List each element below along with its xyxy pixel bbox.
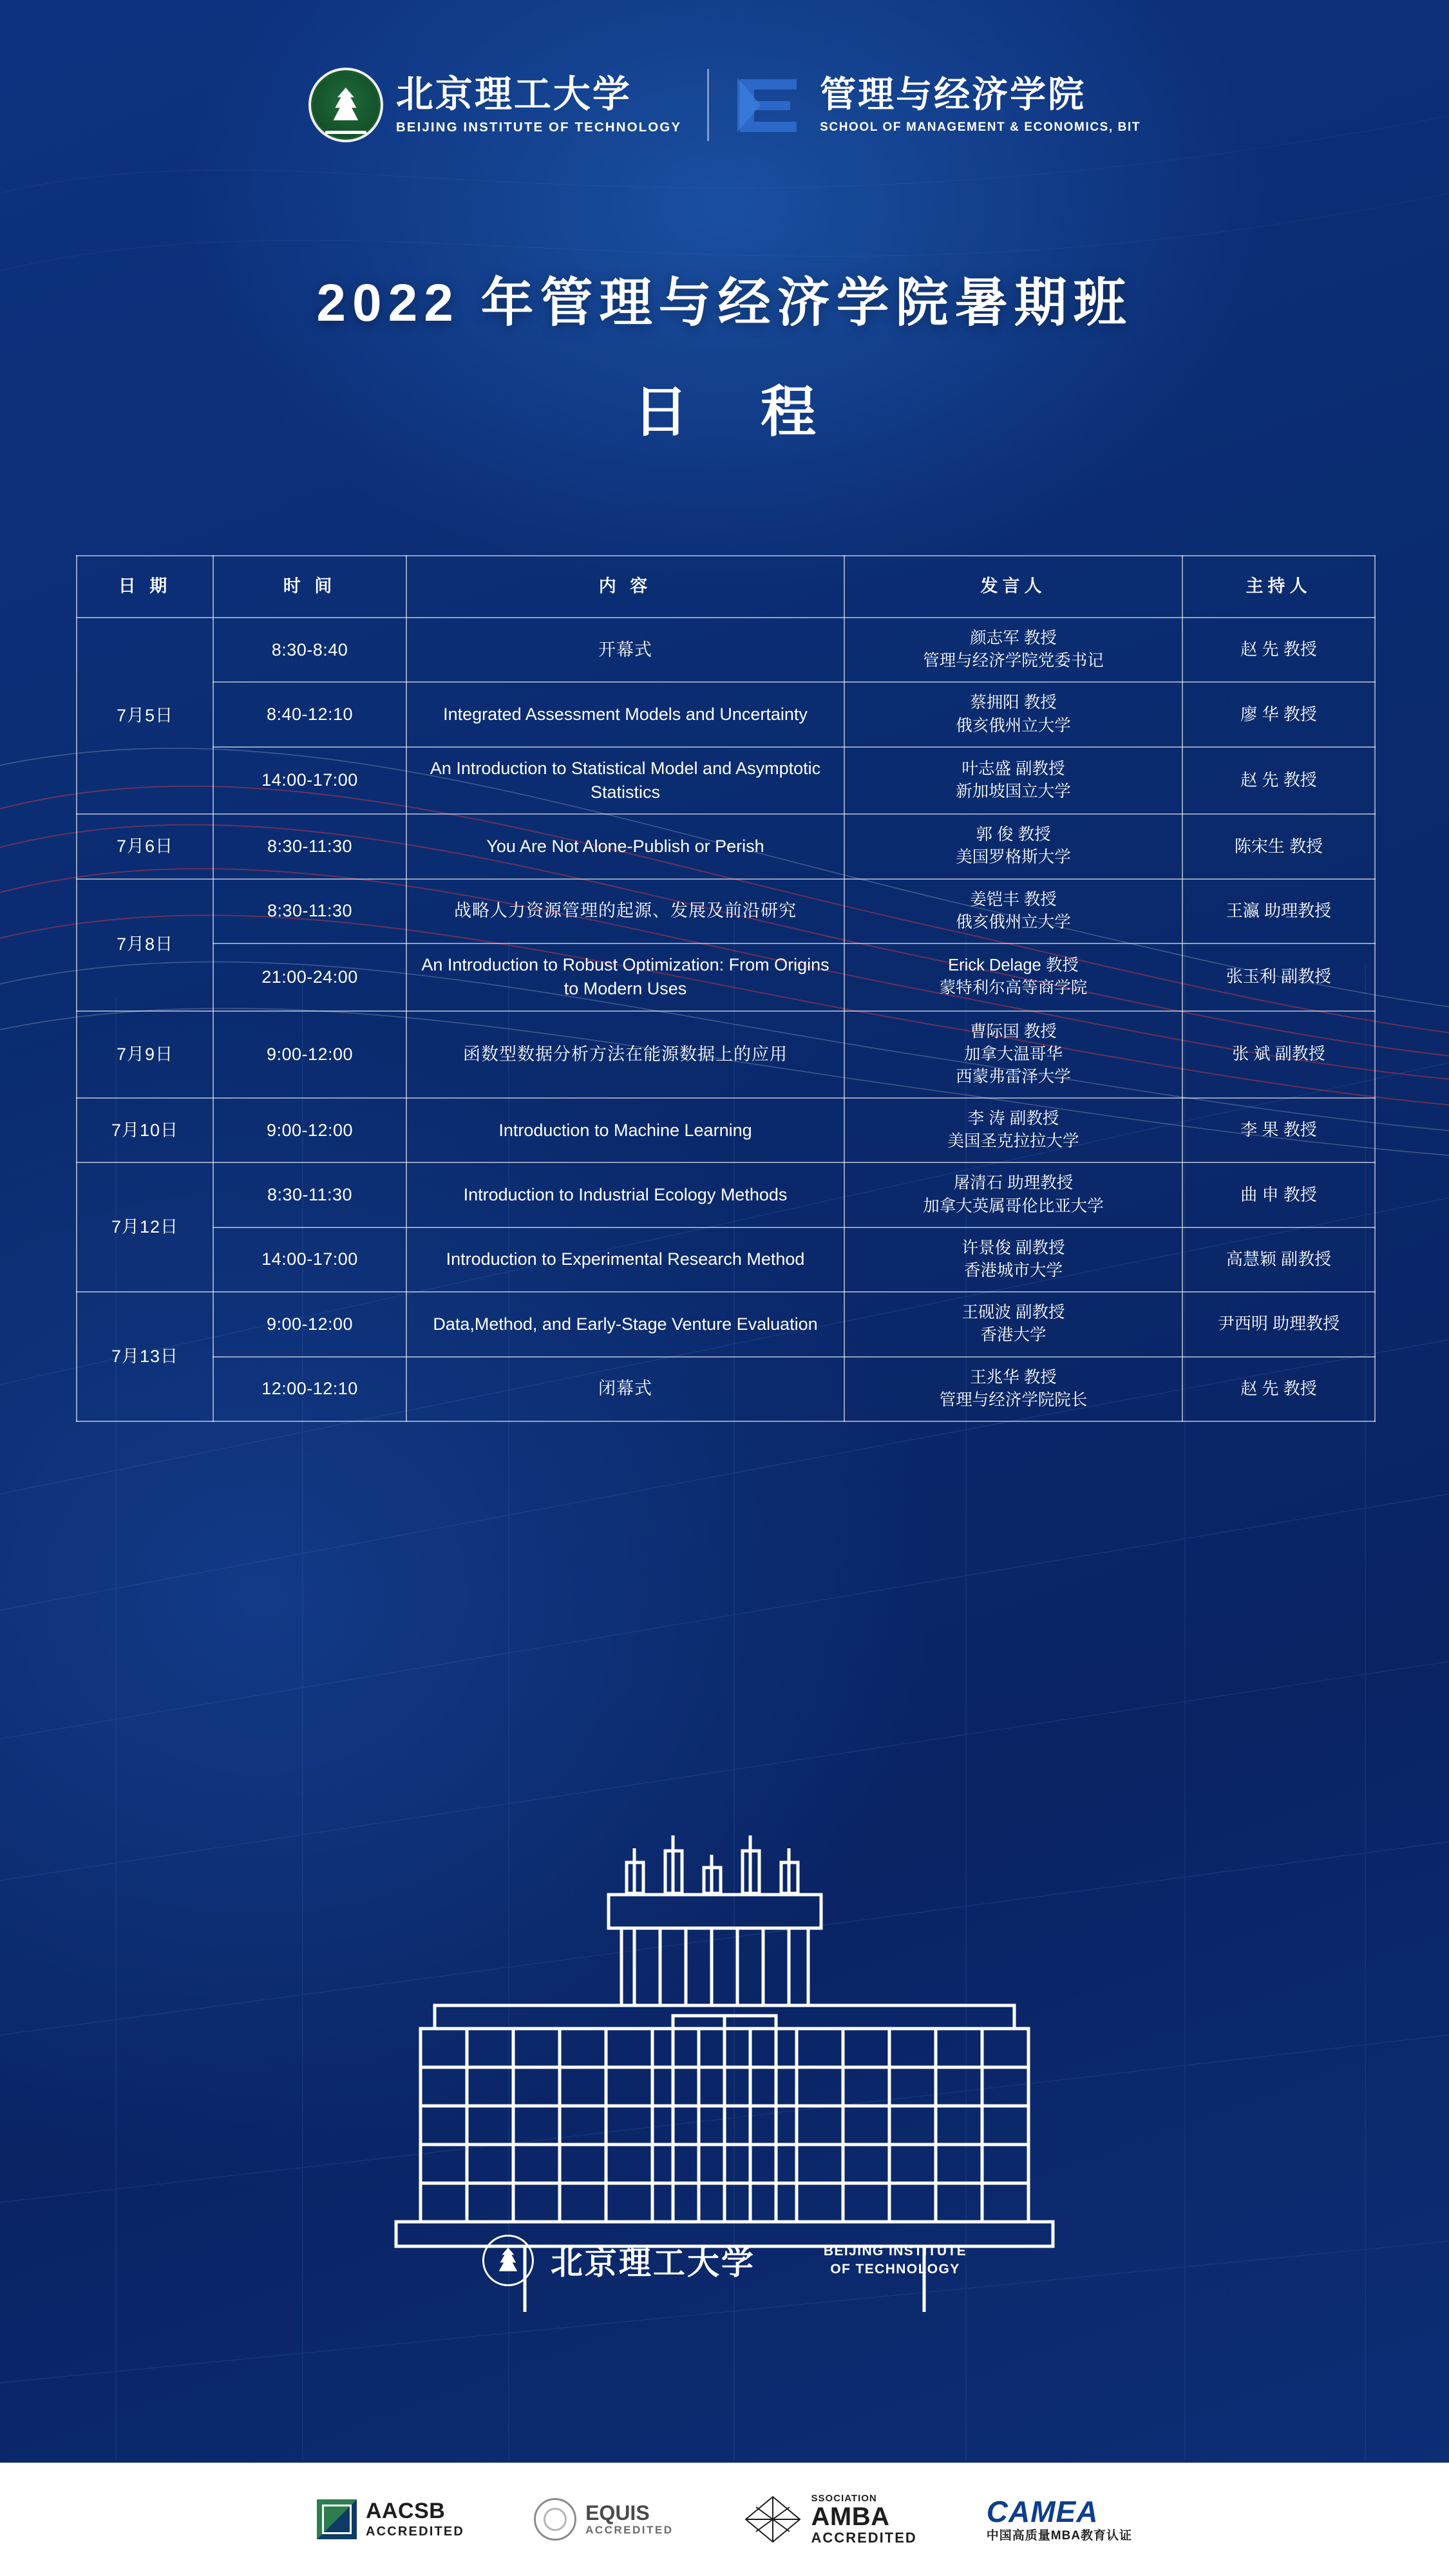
speaker-line: 姜铠丰 教授 xyxy=(970,890,1057,909)
cell-speaker xyxy=(844,1357,1182,1421)
cell-speaker xyxy=(844,1011,1182,1099)
cell-speaker xyxy=(844,1292,1182,1356)
equis-sub: ACCREDITED xyxy=(585,2523,674,2536)
cell-host: 尹西明 助理教授 xyxy=(1182,1292,1375,1356)
table-row xyxy=(77,1227,1375,1292)
cell-host: 张 斌 副教授 xyxy=(1182,1011,1375,1099)
column-header-time: 时 间 xyxy=(213,556,406,618)
speaker-line: 颜志军 教授 xyxy=(970,629,1057,647)
cell-topic: Introduction to Industrial Ecology Methods xyxy=(406,1162,844,1227)
cell-host: 李 果 教授 xyxy=(1182,1098,1375,1162)
accreditation-aacsb xyxy=(317,2499,464,2539)
speaker-line: 蒙特利尔高等商学院 xyxy=(939,979,1088,998)
speaker-line: 郭 俊 教授 xyxy=(976,826,1051,844)
cell-speaker xyxy=(844,1098,1182,1162)
table-row xyxy=(77,879,1375,943)
bit-footer-logo xyxy=(482,2235,967,2286)
cell-topic: 战略人力资源管理的起源、发展及前沿研究 xyxy=(406,879,844,943)
table-row xyxy=(77,682,1375,746)
cell-speaker xyxy=(844,814,1182,878)
cell-time: 8:30-11:30 xyxy=(213,879,406,943)
amba-association-label: SSOCIATION xyxy=(811,2492,877,2504)
column-header-speaker: 发言人 xyxy=(844,556,1182,618)
camea-sub: 中国高质量MBA教育认证 xyxy=(986,2529,1133,2543)
cell-date: 7月9日 xyxy=(77,1011,213,1099)
cell-topic: Introduction to Experimental Research Method xyxy=(406,1227,844,1292)
speaker-line: 美国圣克拉拉大学 xyxy=(947,1132,1079,1151)
school-logo-text xyxy=(820,74,1141,134)
aacsb-icon xyxy=(317,2499,357,2539)
equis-icon xyxy=(534,2498,576,2541)
speaker-line: 管理与经济学院党委书记 xyxy=(923,652,1104,670)
camea-text xyxy=(987,2496,1132,2543)
speaker-line: 西蒙弗雷泽大学 xyxy=(956,1067,1071,1086)
table-row xyxy=(77,1011,1375,1099)
speaker-line: 新加坡国立大学 xyxy=(956,782,1071,800)
speaker-line: 加拿大温哥华 xyxy=(963,1045,1063,1063)
logo-divider xyxy=(707,69,709,141)
schedule-table-body xyxy=(77,618,1375,1421)
table-row xyxy=(77,943,1375,1011)
speaker-line: 李 涛 副教授 xyxy=(967,1110,1059,1128)
speaker-line: 蔡拥阳 教授 xyxy=(970,694,1057,712)
speaker-line: 加拿大英属哥伦比亚大学 xyxy=(923,1197,1104,1215)
aacsb-name: AACSB xyxy=(365,2498,446,2523)
cell-time: 21:00-24:00 xyxy=(213,943,406,1011)
cell-host: 廖 华 教授 xyxy=(1182,682,1375,746)
accreditation-camea xyxy=(987,2496,1132,2543)
cell-time: 9:00-12:00 xyxy=(213,1098,406,1162)
cell-speaker xyxy=(844,682,1182,746)
cell-time: 12:00-12:10 xyxy=(213,1357,406,1421)
speaker-line: Erick Delage 教授 xyxy=(948,956,1079,975)
amba-name: AMBA xyxy=(811,2503,890,2532)
speaker-line: 俄亥俄州立大学 xyxy=(956,913,1071,931)
cell-topic: Integrated Assessment Models and Uncertainty xyxy=(406,682,844,746)
cell-speaker xyxy=(844,1227,1182,1292)
table-header-row xyxy=(77,556,1375,618)
schedule-table xyxy=(76,555,1376,1422)
cell-date: 7月6日 xyxy=(77,814,213,878)
school-logo xyxy=(735,74,1141,136)
speaker-line: 俄亥俄州立大学 xyxy=(956,716,1071,735)
cell-time: 14:00-17:00 xyxy=(213,1227,406,1292)
bit-footer-en-line2: OF TECHNOLOGY xyxy=(830,2262,960,2277)
cell-time: 9:00-12:00 xyxy=(213,1011,406,1099)
bit-footer-name-en xyxy=(824,2242,967,2279)
speaker-line: 管理与经济学院院长 xyxy=(939,1390,1088,1409)
accreditation-equis xyxy=(534,2498,673,2541)
cell-date: 7月13日 xyxy=(77,1292,213,1421)
speaker-line: 王砚波 副教授 xyxy=(961,1303,1065,1322)
cell-host: 赵 先 教授 xyxy=(1182,618,1375,682)
equis-name: EQUIS xyxy=(585,2501,650,2525)
table-row xyxy=(77,1098,1375,1162)
cell-host: 张玉利 副教授 xyxy=(1182,943,1375,1011)
table-row xyxy=(77,618,1375,682)
cell-date: 7月12日 xyxy=(77,1162,213,1292)
bit-footer-name-cn: 北京理工大学 xyxy=(550,2245,755,2281)
cell-date: 7月8日 xyxy=(77,879,213,1011)
table-row xyxy=(77,1357,1375,1421)
school-name-cn: 管理与经济学院 xyxy=(820,74,1086,115)
cell-host: 王瀛 助理教授 xyxy=(1182,879,1375,943)
speaker-line: 曹际国 教授 xyxy=(970,1022,1057,1041)
column-header-date: 日 期 xyxy=(77,556,213,618)
amba-sub: ACCREDITED xyxy=(811,2530,917,2546)
school-mark-icon xyxy=(735,74,806,136)
cell-time: 8:30-11:30 xyxy=(213,1162,406,1227)
cell-topic: Introduction to Machine Learning xyxy=(406,1098,844,1162)
accreditation-bar xyxy=(0,2463,1449,2576)
cell-topic: 开幕式 xyxy=(406,618,844,682)
equis-text xyxy=(585,2503,673,2535)
speaker-line: 王兆华 教授 xyxy=(970,1368,1057,1387)
cell-topic: 闭幕式 xyxy=(406,1357,844,1421)
cell-host: 高慧颖 副教授 xyxy=(1182,1227,1375,1292)
speaker-line: 香港大学 xyxy=(980,1326,1046,1345)
page-title: 2022 年管理与经济学院暑期班 xyxy=(316,274,1133,332)
cell-host: 陈宋生 教授 xyxy=(1182,814,1375,878)
cell-time: 8:30-8:40 xyxy=(213,618,406,682)
table-row xyxy=(77,747,1375,815)
cell-speaker xyxy=(844,879,1182,943)
speaker-line: 叶志盛 副教授 xyxy=(961,759,1065,778)
amba-icon xyxy=(743,2494,802,2544)
cell-host: 赵 先 教授 xyxy=(1182,1357,1375,1421)
page-subtitle: 日 程 xyxy=(633,381,844,443)
accreditation-amba xyxy=(743,2494,917,2546)
bit-footer-en-line1: BEIJING INSTITUTE xyxy=(823,2243,967,2259)
cell-topic: You Are Not Alone-Publish or Perish xyxy=(406,814,844,878)
cell-speaker xyxy=(844,943,1182,1011)
table-row xyxy=(77,814,1375,878)
bit-seal-icon xyxy=(308,68,383,142)
school-name-en: SCHOOL OF MANAGEMENT & ECONOMICS, BIT xyxy=(820,120,1141,134)
table-row xyxy=(77,1292,1375,1356)
cell-host: 赵 先 教授 xyxy=(1182,747,1375,815)
column-header-host: 主持人 xyxy=(1182,556,1375,618)
cell-topic: An Introduction to Robust Optimization: From Origins to Modern Uses xyxy=(406,943,844,1011)
bit-university-logo xyxy=(308,68,681,142)
cell-topic: 函数型数据分析方法在能源数据上的应用 xyxy=(406,1011,844,1099)
header-logos xyxy=(0,68,1449,142)
schedule-table-wrapper xyxy=(76,555,1374,1422)
cell-topic: Data,Method, and Early-Stage Venture Evaluation xyxy=(406,1292,844,1356)
cell-time: 9:00-12:00 xyxy=(213,1292,406,1356)
cell-time: 8:30-11:30 xyxy=(213,814,406,878)
aacsb-text xyxy=(366,2500,464,2539)
aacsb-sub: ACCREDITED xyxy=(365,2524,465,2539)
cell-topic: An Introduction to Statistical Model and Asymptotic Statistics xyxy=(406,747,844,815)
cell-speaker xyxy=(844,747,1182,815)
speaker-line: 许景俊 副教授 xyxy=(961,1238,1065,1257)
cell-host: 曲 申 教授 xyxy=(1182,1162,1375,1227)
cell-speaker xyxy=(844,1162,1182,1227)
cell-speaker xyxy=(844,618,1182,682)
speaker-line: 屠清石 助理教授 xyxy=(953,1174,1074,1193)
bit-name-cn: 北京理工大学 xyxy=(395,73,632,115)
speaker-line: 香港城市大学 xyxy=(963,1262,1063,1280)
cell-date: 7月5日 xyxy=(77,618,213,814)
column-header-topic: 内 容 xyxy=(406,556,844,618)
bit-footer-seal-icon xyxy=(482,2235,534,2286)
bit-name-en: BEIJING INSTITUTE OF TECHNOLOGY xyxy=(395,119,682,135)
speaker-line: 美国罗格斯大学 xyxy=(956,848,1071,867)
table-row xyxy=(77,1162,1375,1227)
bit-logo-text xyxy=(395,73,682,135)
cell-date: 7月10日 xyxy=(77,1098,213,1162)
cell-time: 8:40-12:10 xyxy=(213,682,406,746)
camea-name: CAMEA xyxy=(986,2494,1099,2528)
cell-time: 14:00-17:00 xyxy=(213,747,406,815)
amba-text xyxy=(811,2494,917,2546)
